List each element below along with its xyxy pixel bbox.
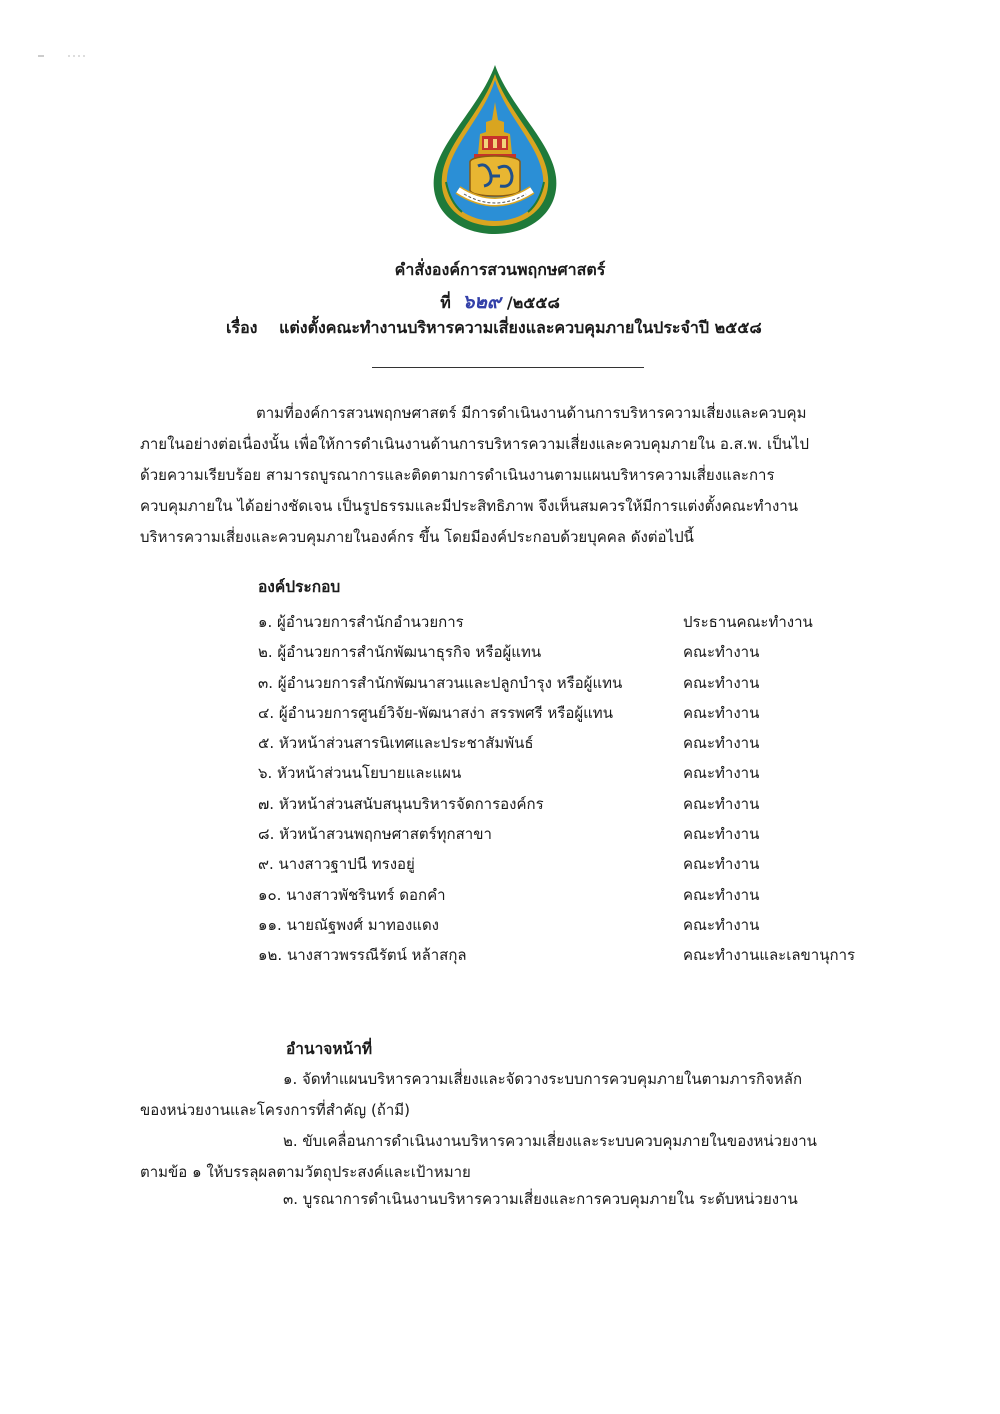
- intro-line: ด้วยความเรียบร้อย สามารถบูรณาการและติดตามการดำเนินงานตามแผนบริหารความเสี่ยงและการ: [140, 466, 775, 484]
- member-row: [258, 849, 898, 879]
- subject-line: [226, 316, 762, 341]
- member-name: ๑๑. นายณัฐพงศ์ มาทองแดง: [258, 915, 440, 934]
- document-title: คำสั่งองค์การสวนพฤกษศาสตร์: [394, 260, 606, 279]
- composition-heading: องค์ประกอบ: [258, 578, 341, 596]
- number-suffix: /๒๕๕๘: [506, 293, 560, 312]
- member-name: ๔. ผู้อำนวยการศูนย์วิจัย-พัฒนาสง่า สรรพศรี หรือผู้แทน: [258, 703, 613, 722]
- handwritten-number: ๖๒๙: [462, 291, 501, 313]
- subject-label: เรื่อง: [226, 318, 258, 337]
- member-role: คณะทำงาน: [683, 794, 760, 813]
- divider: [372, 367, 644, 368]
- member-row: [258, 668, 898, 698]
- member-role: คณะทำงาน: [683, 855, 760, 874]
- duty-item: [140, 1064, 885, 1126]
- duty-line: ๒. ขับเคลื่อนการดำเนินงานบริหารความเสี่ยงและระบบควบคุมภายในของหน่วยงาน: [283, 1132, 817, 1150]
- duty-line: ของหน่วยงานและโครงการที่สำคัญ (ถ้ามี): [140, 1101, 411, 1119]
- member-role: คณะทำงาน: [683, 734, 760, 753]
- member-role: คณะทำงาน: [683, 885, 760, 904]
- member-row: [258, 789, 898, 819]
- member-row: [258, 819, 898, 849]
- duty-item: [140, 1184, 885, 1215]
- member-name: ๑. ผู้อำนวยการสำนักอำนวยการ: [258, 613, 464, 631]
- member-name: ๒. ผู้อำนวยการสำนักพัฒนาธุรกิจ หรือผู้แทน: [258, 643, 542, 662]
- number-prefix: ที่: [440, 293, 451, 312]
- member-role: คณะทำงาน: [683, 673, 760, 692]
- member-role: คณะทำงาน: [683, 915, 760, 934]
- member-name: ๗. หัวหน้าส่วนสนับสนุนบริหารจัดการองค์กร: [258, 794, 544, 813]
- member-role: ประธานคณะทำงาน: [683, 613, 813, 631]
- member-role: คณะทำงาน: [683, 643, 760, 662]
- intro-line: บริหารความเสี่ยงและควบคุมภายในองค์กร ขึ้น โดยมีองค์ประกอบด้วยบุคคล ดังต่อไปนี้: [140, 528, 694, 546]
- member-row: [258, 728, 898, 758]
- member-role: คณะทำงานและเลขานุการ: [683, 946, 856, 965]
- royal-water-drop-emblem-icon: [420, 62, 570, 237]
- intro-line: ภายในอย่างต่อเนื่องนั้น เพื่อให้การดำเนินงานด้านการบริหารความเสี่ยงและควบคุมภายใน อ.ส.พ. เป็นไป: [140, 435, 810, 453]
- intro-paragraph: [140, 398, 880, 553]
- member-row: [258, 698, 898, 728]
- duty-item: [140, 1126, 885, 1188]
- member-name: ๙. นางสาวฐาปนี ทรงอยู่: [258, 855, 415, 874]
- member-name: ๘. หัวหน้าสวนพฤกษศาสตร์ทุกสาขา: [258, 825, 492, 844]
- member-row: [258, 880, 898, 910]
- member-role: คณะทำงาน: [683, 825, 760, 844]
- subject-text: แต่งตั้งคณะทำงานบริหารความเสี่ยงและควบคุมภายในประจำปี ๒๕๕๘: [279, 318, 762, 337]
- member-name: ๑๒. นางสาวพรรณีรัตน์ หล้าสกุล: [258, 946, 467, 965]
- duty-line: ตามข้อ ๑ ให้บรรลุผลตามวัตถุประสงค์และเป้าหมาย: [140, 1163, 471, 1181]
- members-list: [258, 607, 898, 971]
- duty-line: ๑. จัดทำแผนบริหารความเสี่ยงและจัดวางระบบการควบคุมภายในตามภารกิจหลัก: [283, 1070, 803, 1088]
- intro-line: ควบคุมภายใน ได้อย่างชัดเจน เป็นรูปธรรมและมีประสิทธิภาพ จึงเห็นสมควรให้มีการแต่งตั้งคณะทำงาน: [140, 497, 798, 515]
- member-role: คณะทำงาน: [683, 764, 760, 783]
- member-row: [258, 910, 898, 940]
- member-row: [258, 940, 898, 970]
- duty-line: ๓. บูรณาการดำเนินงานบริหารความเสี่ยงและการควบคุมภายใน ระดับหน่วยงาน: [283, 1190, 798, 1208]
- member-row: [258, 758, 898, 788]
- order-number: [0, 287, 1000, 317]
- member-name: ๖. หัวหน้าส่วนนโยบายและแผน: [258, 764, 462, 783]
- member-name: ๑๐. นางสาวพัชรินทร์ ดอกคำ: [258, 885, 446, 904]
- member-role: คณะทำงาน: [683, 703, 760, 722]
- duties-heading: อำนาจหน้าที่: [286, 1040, 373, 1058]
- member-row: [258, 607, 898, 637]
- member-name: ๓. ผู้อำนวยการสำนักพัฒนาสวนและปลูกบำรุง หรือผู้แทน: [258, 673, 623, 692]
- intro-line: ตามที่องค์การสวนพฤกษศาสตร์ มีการดำเนินงานด้านการบริหารความเสี่ยงและควบคุม: [256, 404, 807, 422]
- scan-speck: [38, 42, 88, 44]
- member-row: [258, 637, 898, 667]
- member-name: ๕. หัวหน้าส่วนสารนิเทศและประชาสัมพันธ์: [258, 734, 534, 753]
